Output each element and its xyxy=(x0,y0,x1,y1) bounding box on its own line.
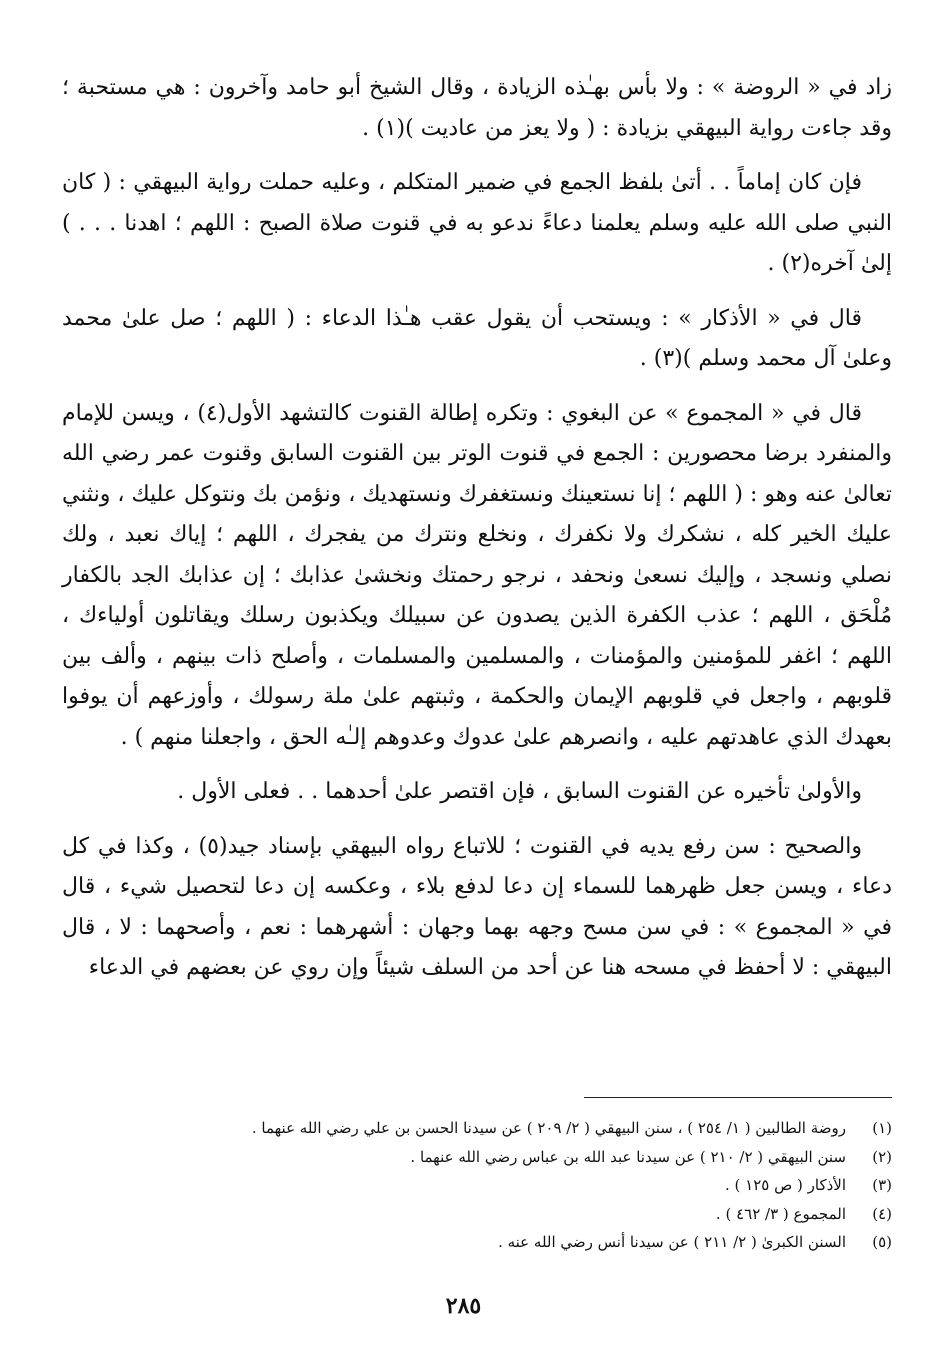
footnote-item xyxy=(180,1200,892,1229)
paragraph-4: قال في « المجموع » عن البغوي : وتكره إطالة القنوت كالتشهد الأول(٤) ، ويسن للإمام والمنفرد برضا محصورين : الجمع في قنوت الوتر بين القنوت السابق وقنوت عمر رضي الله تعالىٰ عنه وهو : ( اللهم ؛ إنا نستعينك ونستغفرك ونستهديك ، ونؤمن بك ونتوكل عليك ، ونثني عليك الخير كله ، نشكرك ولا نكفرك ، ونخلع ونترك من يفجرك ، اللهم ؛ إياك نعبد ، ولك نصلي ونسجد ، وإليك نسعىٰ ونحفد ، نرجو رحمتك ونخشىٰ عذابك ؛ إن عذابك الجد بالكفار مُلْحَق ، اللهم ؛ عذب الكفرة الذين يصدون عن سبيلك ويكذبون رسلك ويقاتلون أولياءك ، اللهم ؛ اغفر للمؤمنين والمؤمنات ، والمسلمين والمسلمات ، وأصلح ذات بينهم ، وألف بين قلوبهم ، واجعل في قلوبهم الإيمان والحكمة ، وثبتهم علىٰ ملة رسولك ، وأوزعهم أن يوفوا بعهدك الذي عاهدتهم عليه ، وانصرهم علىٰ عدوك وعدوهم إلـٰه الحق ، واجعلنا منهم ) . xyxy=(62,400,892,750)
footnote-item xyxy=(180,1114,892,1143)
paragraph-1: زاد في « الروضة » : ولا بأس بهـٰذه الزيادة ، وقال الشيخ أبو حامد وآخرون : هي مستحبة ؛ وقد جاءت رواية البيهقي بزيادة : ( ولا يعز من عاديت )(١) . xyxy=(62,75,892,141)
footnote-number: (٣) xyxy=(872,1176,892,1194)
footnote-item xyxy=(180,1143,892,1172)
main-text xyxy=(62,68,892,1003)
footnote-number: (٢) xyxy=(872,1147,892,1166)
paragraph-6: والصحيح : سن رفع يديه في القنوت ؛ للاتباع رواه البيهقي بإسناد جيد(٥) ، وكذا في كل دعاء ، ويسن جعل ظهرهما للسماء إن دعا لدفع بلاء ، وعكسه إن دعا لتحصيل شيء ، قال في « المجموع » : في سن مسح وجهه بهما وجهان : أشهرهما : نعم ، وأصحهما : لا ، قال البيهقي : لا أحفظ في مسحه هنا عن أحد من السلف شيئاً وإن روي عن بعضهم في الدعاء xyxy=(62,833,892,980)
footnote-number: (١) xyxy=(872,1119,892,1137)
paragraph-5: والأولىٰ تأخيره عن القنوت السابق ، فإن اقتصر علىٰ أحدهما . . فعلى الأول . xyxy=(177,779,862,804)
footnote-number: (٤) xyxy=(872,1204,892,1223)
footnote-item xyxy=(180,1171,892,1200)
page-number: ٢٨٥ xyxy=(445,1293,482,1319)
footnotes xyxy=(180,1114,892,1257)
footnote-text: سنن البيهقي ( ٢/ ٢١٠ ) عن سيدنا عبد الله بن عباس رضي الله عنهما . xyxy=(410,1147,846,1166)
footnote-text: السنن الكبرىٰ ( ٢/ ٢١١ ) عن سيدنا أنس رضي الله عنه . xyxy=(498,1233,846,1251)
paragraph-2: فإن كان إماماً . . أتىٰ بلفظ الجمع في ضمير المتكلم ، وعليه حملت رواية البيهقي : ( كان النبي صلى الله عليه وسلم يعلمنا دعاءً ندعو به في قنوت صلاة الصبح : اللهم ؛ اهدنا . . . ) إلىٰ آخره(٢) . xyxy=(62,170,892,276)
footnote-text: المجموع ( ٣/ ٤٦٢ ) . xyxy=(715,1204,846,1223)
footnote-number: (٥) xyxy=(872,1233,892,1251)
paragraph-3: قال في « الأذكار » : ويستحب أن يقول عقب هـٰذا الدعاء : ( اللهم ؛ صل علىٰ محمد وعلىٰ آل محمد وسلم )(٣) . xyxy=(62,305,892,371)
footnote-divider xyxy=(584,1097,892,1098)
footnote-text: الأذكار ( ص ١٢٥ ) . xyxy=(725,1176,846,1194)
footnote-text: روضة الطالبين ( ١/ ٢٥٤ ) ، سنن البيهقي ( ٢/ ٢٠٩ ) عن سيدنا الحسن بن علي رضي الله عنهما . xyxy=(251,1119,846,1137)
footnote-item xyxy=(180,1228,892,1257)
